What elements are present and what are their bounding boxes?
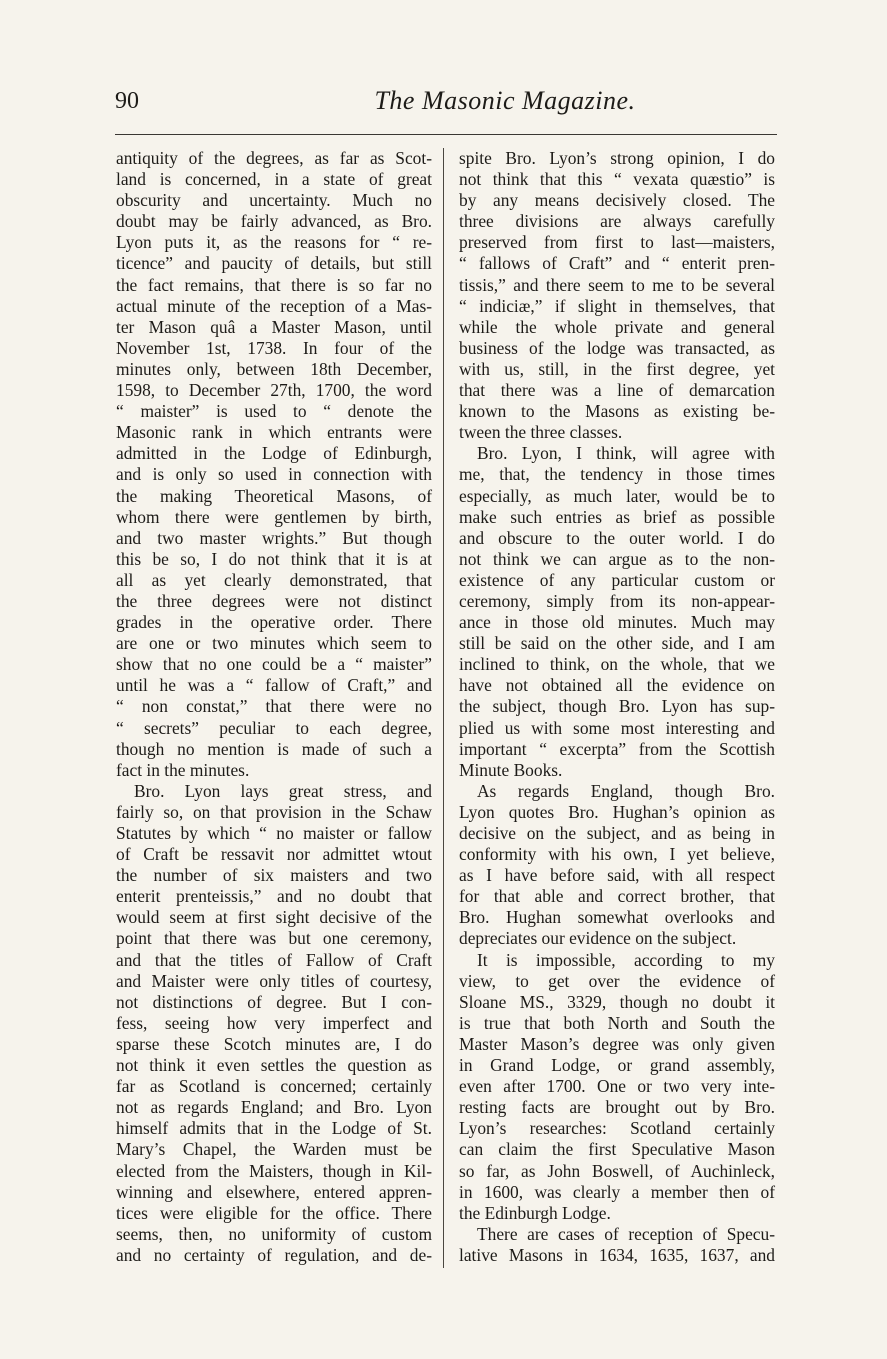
text-line: depreciates our evidence on the subject. xyxy=(459,928,737,949)
text-line: preserved from first to last—maisters, xyxy=(459,232,775,253)
text-line: point that there was but one ceremony, xyxy=(116,928,432,949)
text-line: the making Theoretical Masons, of xyxy=(116,485,432,506)
text-line: lative Masons in 1634, 1635, 1637, and xyxy=(459,1244,775,1265)
text-line: plied us with some most interesting and xyxy=(459,717,775,738)
text-line: himself admits that in the Lodge of St. xyxy=(116,1118,432,1139)
text-line: would seem at first sight decisive of the xyxy=(116,907,432,928)
text-line: Mary’s Chapel, the Warden must be xyxy=(116,1139,432,1160)
text-line: seems, then, no uniformity of custom xyxy=(116,1223,432,1244)
text-line: though no mention is made of such a xyxy=(116,738,432,759)
text-line: Bro. Lyon lays great stress, and xyxy=(134,780,432,801)
text-line: with us, still, in the first degree, yet xyxy=(459,358,775,379)
text-line: “ non constat,” that there were no xyxy=(116,696,432,717)
text-line: even after 1700. One or two very inte- xyxy=(459,1076,775,1097)
text-line: Lyon quotes Bro. Hughan’s opinion as xyxy=(459,801,775,822)
text-line: ceremony, simply from its non-appear- xyxy=(459,590,775,611)
text-line: and two master wrights.” But though xyxy=(116,527,432,548)
text-line: admitted in the Lodge of Edinburgh, xyxy=(116,443,432,464)
text-line: three divisions are always carefully xyxy=(459,211,775,232)
text-line: elected from the Maisters, though in Kil- xyxy=(116,1160,432,1181)
text-line: are one or two minutes which seem to xyxy=(116,633,432,654)
text-line: by any means decisively closed. The xyxy=(459,190,775,211)
header-rule xyxy=(115,134,777,135)
text-line: tissis,” and there seem to me to be several xyxy=(459,274,775,295)
text-line: Master Mason’s degree was only given xyxy=(459,1033,775,1054)
text-line: still be said on the other side, and I am xyxy=(459,633,775,654)
text-line: far as Scotland is concerned; certainly xyxy=(116,1076,432,1097)
text-line: Minute Books. xyxy=(459,759,563,780)
text-line: have not obtained all the evidence on xyxy=(459,675,775,696)
text-line: grades in the operative order. There xyxy=(116,612,432,633)
column-divider xyxy=(443,148,444,1268)
text-line: “ secrets” peculiar to each degree, xyxy=(116,717,432,738)
text-line: so far, as John Boswell, of Auchinleck, xyxy=(459,1160,775,1181)
left-column xyxy=(116,148,432,1266)
right-column xyxy=(459,148,775,1266)
text-line: the fact remains, that there is so far no xyxy=(116,274,432,295)
text-line: until he was a “ fallow of Craft,” and xyxy=(116,675,432,696)
text-line: in Grand Lodge, or grand assembly, xyxy=(459,1055,775,1076)
text-line: ter Mason quâ a Master Mason, until xyxy=(116,316,432,337)
text-line: for that able and correct brother, that xyxy=(459,886,775,907)
text-line: that there was a line of demarcation xyxy=(459,380,775,401)
text-line: winning and elsewhere, entered appren- xyxy=(116,1181,432,1202)
text-line: conformity with his own, I yet believe, xyxy=(459,844,775,865)
text-line: and is only so used in connection with xyxy=(116,464,432,485)
text-line: resting facts are brought out by Bro. xyxy=(459,1097,775,1118)
text-line: fact in the minutes. xyxy=(116,759,250,780)
text-line: not as regards England; and Bro. Lyon xyxy=(116,1097,432,1118)
text-line: important “ excerpta” from the Scottish xyxy=(459,738,775,759)
text-line: As regards England, though Bro. xyxy=(477,780,775,801)
text-line: all as yet clearly demonstrated, that xyxy=(116,569,432,590)
running-title: The Masonic Magazine. xyxy=(374,86,636,115)
text-line: in 1600, was clearly a member then of xyxy=(459,1181,775,1202)
text-line: Lyon’s researches: Scotland certainly xyxy=(459,1118,775,1139)
text-line: the number of six maisters and two xyxy=(116,865,432,886)
text-line: It is impossible, according to my xyxy=(477,949,775,970)
text-line: tices were eligible for the office. There xyxy=(116,1202,432,1223)
text-line: antiquity of the degrees, as far as Scot- xyxy=(116,148,432,168)
text-line: doubt may be fairly advanced, as Bro. xyxy=(116,211,432,232)
text-line: this be so, I do not think that it is at xyxy=(116,548,432,569)
text-line: of Craft be ressavit nor admittet wtout xyxy=(116,844,432,865)
text-line: “ fallows of Craft” and “ enterit pren- xyxy=(459,253,775,274)
text-line: Lyon puts it, as the reasons for “ re- xyxy=(116,232,432,253)
text-line: 1598, to December 27th, 1700, the word xyxy=(116,380,432,401)
text-line: not think that this “ vexata quæstio” is xyxy=(459,169,775,190)
text-line: view, to get over the evidence of xyxy=(459,970,775,991)
text-line: me, that, the tendency in those times xyxy=(459,464,775,485)
text-line: especially, as much later, would be to xyxy=(459,485,775,506)
text-line: not distinctions of degree. But I con- xyxy=(116,991,432,1012)
text-line: “ maister” is used to “ denote the xyxy=(116,401,432,422)
text-line: spite Bro. Lyon’s strong opinion, I do xyxy=(459,148,775,168)
text-line: not think it even settles the question as xyxy=(116,1055,432,1076)
text-line: and Maister were only titles of courtesy, xyxy=(116,970,432,991)
text-line: “ indiciæ,” if slight in themselves, that xyxy=(459,295,775,316)
text-line: the subject, though Bro. Lyon has sup- xyxy=(459,696,775,717)
text-line: There are cases of reception of Specu- xyxy=(477,1223,775,1244)
text-line: the Edinburgh Lodge. xyxy=(459,1202,611,1223)
page-header xyxy=(115,86,775,126)
text-line: fairly so, on that provision in the Schaw xyxy=(116,801,432,822)
text-line: existence of any particular custom or xyxy=(459,569,775,590)
text-line: while the whole private and general xyxy=(459,316,775,337)
page-number: 90 xyxy=(115,88,139,114)
text-line: can claim the first Speculative Mason xyxy=(459,1139,775,1160)
text-line: minutes only, between 18th December, xyxy=(116,358,432,379)
text-line: not think we can argue as to the non- xyxy=(459,548,775,569)
text-line: make such entries as brief as possible xyxy=(459,506,775,527)
text-line: and that the titles of Fallow of Craft xyxy=(116,949,432,970)
text-line: Statutes by which “ no maister or fallow xyxy=(116,823,432,843)
text-line: enterit prenteissis,” and no doubt that xyxy=(116,886,432,907)
text-line: November 1st, 1738. In four of the xyxy=(116,337,432,358)
text-line: is true that both North and South the xyxy=(459,1012,775,1033)
text-line: Sloane MS., 3329, though no doubt it xyxy=(459,991,775,1012)
text-line: Bro. Lyon, I think, will agree with xyxy=(477,443,775,464)
text-line: sparse these Scotch minutes are, I do xyxy=(116,1033,432,1054)
text-line: known to the Masons as existing be- xyxy=(459,401,775,422)
text-line: Bro. Hughan somewhat overlooks and xyxy=(459,907,775,928)
text-line: the three degrees were not distinct xyxy=(116,590,432,611)
text-line: as I have before said, with all respect xyxy=(459,865,775,886)
text-line: obscurity and uncertainty. Much no xyxy=(116,190,432,211)
text-line: tween the three classes. xyxy=(459,422,623,443)
text-line: fess, seeing how very imperfect and xyxy=(116,1012,432,1033)
text-line: whom there were gentlemen by birth, xyxy=(116,506,432,527)
text-line: land is concerned, in a state of great xyxy=(116,169,432,190)
text-line: and obscure to the outer world. I do xyxy=(459,527,775,548)
text-line: ticence” and paucity of details, but still xyxy=(116,253,432,274)
text-line: actual minute of the reception of a Mas- xyxy=(116,295,432,316)
text-line: Masonic rank in which entrants were xyxy=(116,422,432,443)
text-line: decisive on the subject, and as being in xyxy=(459,823,775,843)
text-line: business of the lodge was transacted, as xyxy=(459,337,775,358)
text-line: inclined to think, on the whole, that we xyxy=(459,654,775,675)
text-line: show that no one could be a “ maister” xyxy=(116,654,432,675)
text-line: and no certainty of regulation, and de- xyxy=(116,1244,432,1265)
text-line: ance in those old minutes. Much may xyxy=(459,612,775,633)
